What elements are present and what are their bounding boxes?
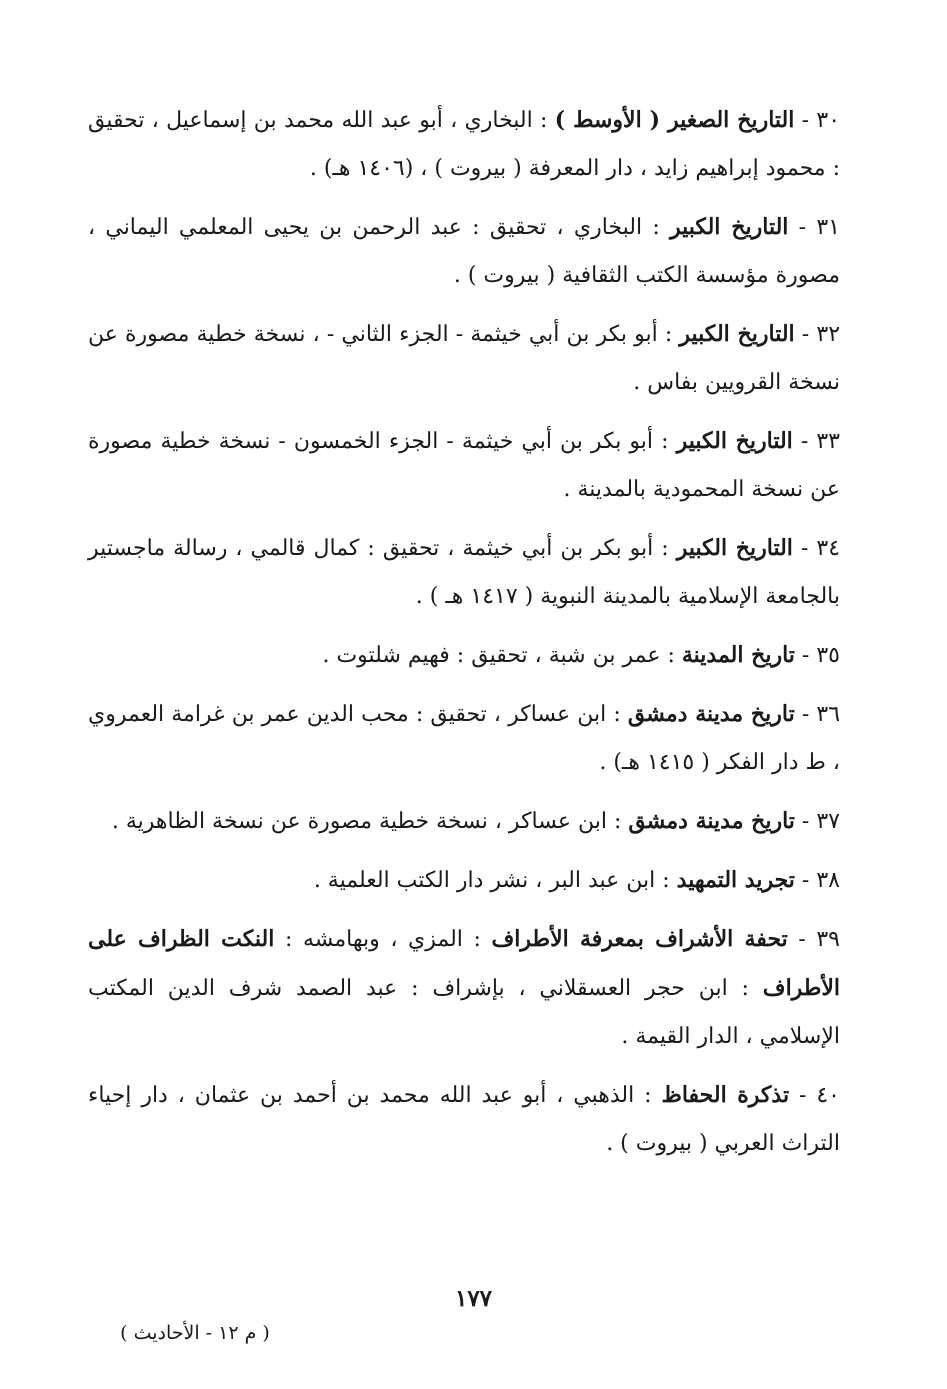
entry-body: البخاري ، أبو عبد الله محمد بن إسماعيل ، تحقيق : محمود إبراهيم زايد ، دار المعرفة ( بيروت ) ، (١٤٠٦ هـ) .	[88, 108, 840, 181]
entry-body: الذهبي ، أبو عبد الله محمد بن أحمد بن عثمان ، دار إحياء التراث العربي ( بيروت ) .	[88, 1083, 840, 1156]
bibliography-entry-32: ٣٢ - التاريخ الكبير : أبو بكر بن أبي خيثمة - الجزء الثاني - ، نسخة خطية مصورة عن نسخة القرويين بفاس .	[88, 321, 841, 395]
bibliography-entry-33: ٣٣ - التاريخ الكبير : أبو بكر بن أبي خيثمة - الجزء الخمسون - نسخة خطية مصورة عن نسخة المحمودية بالمدينة .	[88, 428, 840, 502]
entry-title: تاريخ مدينة دمشق	[627, 701, 795, 727]
entry-number: ٣٣	[816, 429, 840, 454]
signature-mark: ( م ١٢ - الأحاديث )	[120, 1322, 270, 1344]
bibliography-entry-30: ٣٠ - التاريخ الصغير ( الأوسط ) : البخاري ، أبو عبد الله محمد بن إسماعيل ، تحقيق : محمود إبراهيم زايد ، دار المعرفة ( بيروت ) ، (١٤٠٦ هـ) .	[88, 107, 841, 181]
bibliography-entry-35: ٣٥ - تاريخ المدينة : عمر بن شبة ، تحقيق : فهيم شلتوت .	[322, 642, 840, 668]
entry-title: تحفة الأشراف بمعرفة الأطراف	[491, 926, 788, 952]
entry-number: ٣٤	[816, 536, 841, 561]
entry-title: التاريخ الكبير	[676, 428, 793, 454]
entry-body-part: المزي ، وبهامشه :	[284, 927, 463, 952]
entry-body: ابن عساكر ، تحقيق : محب الدين عمر بن غرامة العمروي ، ط دار الفكر ( ١٤١٥ هـ) .	[88, 702, 840, 775]
entry-number: ٣٢	[816, 322, 841, 347]
bibliography-entry-31: ٣١ - التاريخ الكبير : البخاري ، تحقيق : عبد الرحمن بن يحيى المعلمي اليماني ، مصورة مؤسسة الكتب الثقافية ( بيروت ) .	[88, 214, 840, 288]
entry-number: ٣١	[816, 215, 840, 240]
entry-number: ٣٦	[816, 702, 841, 727]
entry-title: التاريخ الصغير ( الأوسط )	[554, 107, 795, 133]
bibliography-entry-40: ٤٠ - تذكرة الحفاظ : الذهبي ، أبو عبد الله محمد بن أحمد بن عثمان ، دار إحياء التراث العربي ( بيروت ) .	[88, 1082, 840, 1156]
bibliography-entry-39: ٣٩ - تحفة الأشراف بمعرفة الأطراف : المزي ، وبهامشه : النكت الظراف على الأطراف : ابن حجر العسقلاني ، بإشراف : عبد الصمد شرف الدين المكتب الإسلامي ، الدار القيمة .	[88, 926, 840, 1049]
entry-body: ابن حجر العسقلاني ، بإشراف : عبد الصمد شرف الدين المكتب الإسلامي ، الدار القيمة .	[88, 976, 840, 1049]
entry-body: أبو بكر بن أبي خيثمة - الجزء الخمسون - نسخة خطية مصورة عن نسخة المحمودية بالمدينة .	[88, 429, 840, 502]
entry-body: ابن عبد البر ، نشر دار الكتب العلمية .	[313, 868, 656, 893]
bibliography-entry-38: ٣٨ - تجريد التمهيد : ابن عبد البر ، نشر دار الكتب العلمية .	[313, 867, 840, 893]
entry-number: ٣٩	[816, 927, 840, 952]
entry-title: التاريخ الكبير	[679, 321, 795, 347]
entry-title: تاريخ المدينة	[681, 642, 795, 668]
entry-title: التاريخ الكبير	[670, 214, 789, 240]
entry-number: ٣٨	[816, 868, 840, 893]
entry-title: تاريخ مدينة دمشق	[628, 808, 795, 834]
entry-body: ابن عساكر ، نسخة خطية مصورة عن نسخة الظاهرية .	[111, 809, 607, 834]
entry-body: أبو بكر بن أبي خيثمة - الجزء الثاني - ، نسخة خطية مصورة عن نسخة القرويين بفاس .	[88, 322, 840, 395]
bibliography-entry-36: ٣٦ - تاريخ مدينة دمشق : ابن عساكر ، تحقيق : محب الدين عمر بن غرامة العمروي ، ط دار الفكر ( ١٤١٥ هـ) .	[88, 701, 841, 775]
entry-number: ٤٠	[816, 1083, 840, 1108]
entry-title: التاريخ الكبير	[676, 535, 793, 561]
entry-body: عمر بن شبة ، تحقيق : فهيم شلتوت .	[322, 643, 661, 668]
entry-number: ٣٥	[816, 643, 840, 668]
entry-body: أبو بكر بن أبي خيثمة ، تحقيق : كمال قالمي ، رسالة ماجستير بالجامعة الإسلامية بالمدينة النبوية ( ١٤١٧ هـ ) .	[88, 536, 840, 609]
entry-number: ٣٧	[816, 809, 840, 834]
entry-title: تذكرة الحفاظ	[661, 1082, 790, 1108]
entry-secondary-title: النكت الظراف على الأطراف	[88, 926, 840, 1001]
entry-title: تجريد التمهيد	[676, 867, 795, 893]
bibliography-entry-34: ٣٤ - التاريخ الكبير : أبو بكر بن أبي خيثمة ، تحقيق : كمال قالمي ، رسالة ماجستير بالجامعة الإسلامية بالمدينة النبوية ( ١٤١٧ هـ ) .	[88, 535, 841, 609]
bibliography-entry-37: ٣٧ - تاريخ مدينة دمشق : ابن عساكر ، نسخة خطية مصورة عن نسخة الظاهرية .	[111, 808, 840, 834]
entry-body: البخاري ، تحقيق : عبد الرحمن بن يحيى المعلمي اليماني ، مصورة مؤسسة الكتب الثقافية ( بيروت ) .	[88, 215, 840, 288]
bibliography-list	[88, 96, 840, 1178]
entry-number: ٣٠	[816, 108, 841, 133]
page-number: ١٧٧	[454, 1285, 493, 1312]
